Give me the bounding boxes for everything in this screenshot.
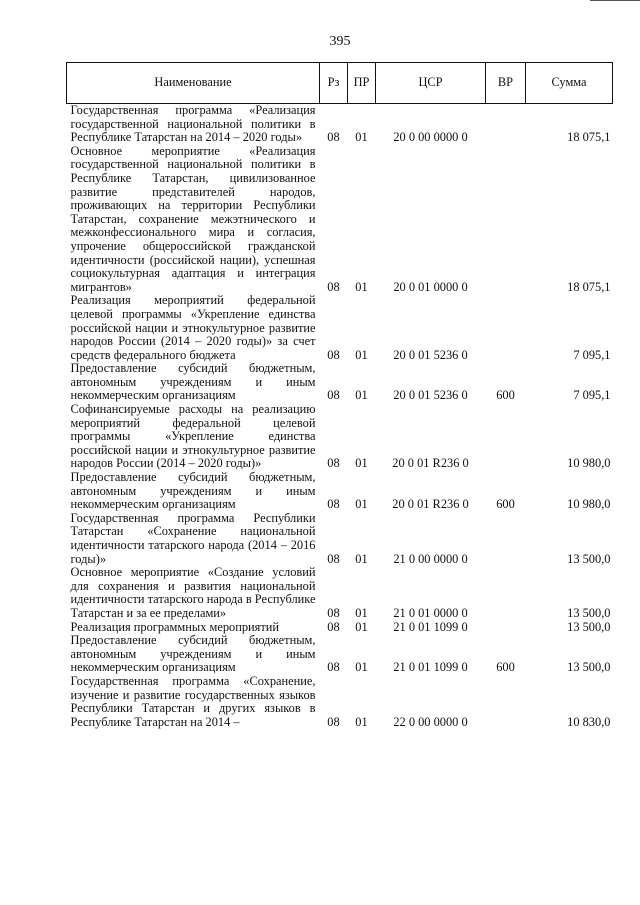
row-name: Основное мероприятие «Реализация государственной национальной политики в Республике Татарстан, цивилизованное развитие представителей народов, проживающих на территории Республики Татарстан, сохранение межэтнического и межконфессионального мира и согласия, упрочение общероссийской гражданской идентичности (российской нации), успешная социокультурная адаптация и интеграция мигрантов»	[70, 143, 316, 294]
row-rz: 08	[327, 714, 340, 729]
row-pr: 01	[355, 619, 368, 634]
row-name: Государственная программа Республики Татарстан «Сохранение национальной идентичности татарского народа (2014 – 2016 годы)»	[70, 510, 316, 566]
header-vr: ВР	[486, 63, 526, 104]
row-csr: 21 0 01 1099 0	[393, 619, 468, 634]
row-csr: 20 0 01 5236 0	[393, 347, 468, 362]
row-name: Государственная программа «Сохранение, изучение и развитие государственных языков Республики Татарстан и других языков в Республике Татарстан на 2014 –	[70, 673, 316, 729]
row-pr: 01	[355, 388, 368, 403]
row-vr: 600	[496, 388, 515, 403]
row-vr	[486, 294, 526, 362]
row-vr	[486, 512, 526, 566]
row-pr: 01	[355, 497, 368, 512]
row-csr: 20 0 01 5236 0	[393, 388, 468, 403]
table-row	[67, 294, 613, 362]
row-vr	[486, 621, 526, 635]
row-rz: 08	[327, 605, 340, 620]
row-sum: 18 075,1	[567, 279, 611, 294]
row-sum: 10 830,0	[567, 714, 611, 729]
table-row	[67, 634, 613, 675]
row-sum: 13 500,0	[567, 605, 611, 620]
row-csr: 21 0 01 1099 0	[393, 660, 468, 675]
row-csr: 21 0 00 0000 0	[393, 551, 468, 566]
row-vr: 600	[496, 497, 515, 512]
row-pr: 01	[355, 660, 368, 675]
row-vr: 600	[496, 660, 515, 675]
row-pr: 01	[355, 714, 368, 729]
row-csr: 21 0 01 0000 0	[393, 605, 468, 620]
table-row	[67, 403, 613, 471]
table-row	[67, 471, 613, 512]
row-rz: 08	[327, 130, 340, 145]
row-csr: 22 0 00 0000 0	[393, 714, 468, 729]
header-csr: ЦСР	[376, 63, 486, 104]
row-rz: 08	[327, 619, 340, 634]
row-name: Предоставление субсидий бюджетным, автономным учреждениям и иным некоммерческим организациям	[70, 633, 316, 675]
row-rz: 08	[327, 497, 340, 512]
row-sum: 10 980,0	[567, 497, 611, 512]
row-pr: 01	[355, 347, 368, 362]
table-row	[67, 512, 613, 566]
row-name: Софинансируемые расходы на реализацию мероприятий федеральной целевой программы «Укрепление единства российской нации и этнокультурное развитие народов России (2014 – 2020 годы)»	[70, 402, 316, 471]
table-row	[67, 621, 613, 635]
row-sum: 13 500,0	[567, 660, 611, 675]
row-name: Основное мероприятие «Создание условий для сохранения и развития национальной идентичности татарского народа в Республике Татарстан и за ее пределами»	[70, 565, 316, 620]
table-row	[67, 675, 613, 729]
row-sum: 10 980,0	[567, 456, 611, 471]
table-header-row	[67, 63, 613, 104]
row-name: Реализация мероприятий федеральной целевой программы «Укрепление единства российской нации и этнокультурное развитие народов России (2014 – 2020 годы)» за счет средств федерального бюджета	[70, 293, 316, 362]
row-rz: 08	[327, 660, 340, 675]
row-csr: 20 0 01 0000 0	[393, 279, 468, 294]
row-name: Государственная программа «Реализация государственной национальной политики в Республике Татарстан на 2014 – 2020 годы»	[70, 103, 316, 145]
row-sum: 7 095,1	[573, 347, 611, 362]
row-pr: 01	[355, 130, 368, 145]
row-rz: 08	[327, 551, 340, 566]
row-rz: 08	[327, 456, 340, 471]
header-sum: Сумма	[526, 63, 613, 104]
top-edge-rule	[590, 0, 640, 1]
budget-table	[66, 62, 613, 729]
header-rz: Рз	[320, 63, 348, 104]
page-number: 395	[329, 34, 351, 49]
row-rz: 08	[327, 388, 340, 403]
row-vr	[486, 104, 526, 145]
header-pr: ПР	[348, 63, 376, 104]
table-row	[67, 566, 613, 620]
row-pr: 01	[355, 551, 368, 566]
table-row	[67, 145, 613, 295]
row-csr: 20 0 01 R236 0	[392, 456, 469, 471]
row-sum: 7 095,1	[573, 388, 611, 403]
row-pr: 01	[355, 456, 368, 471]
table-row	[67, 362, 613, 403]
row-rz: 08	[327, 279, 340, 294]
row-csr: 20 0 00 0000 0	[393, 130, 468, 145]
row-name: Реализация программных мероприятий	[70, 619, 280, 634]
row-vr	[486, 566, 526, 620]
row-csr: 20 0 01 R236 0	[392, 497, 469, 512]
row-sum: 13 500,0	[567, 551, 611, 566]
header-name: Наименование	[67, 63, 320, 104]
row-rz: 08	[327, 347, 340, 362]
table-row	[67, 104, 613, 145]
row-vr	[486, 403, 526, 471]
row-pr: 01	[355, 279, 368, 294]
row-name: Предоставление субсидий бюджетным, автономным учреждениям и иным некоммерческим организациям	[70, 470, 316, 512]
row-name: Предоставление субсидий бюджетным, автономным учреждениям и иным некоммерческим организациям	[70, 361, 316, 403]
row-vr	[486, 675, 526, 729]
row-sum: 18 075,1	[567, 130, 611, 145]
row-pr: 01	[355, 605, 368, 620]
row-sum: 13 500,0	[567, 619, 611, 634]
row-vr	[486, 145, 526, 295]
